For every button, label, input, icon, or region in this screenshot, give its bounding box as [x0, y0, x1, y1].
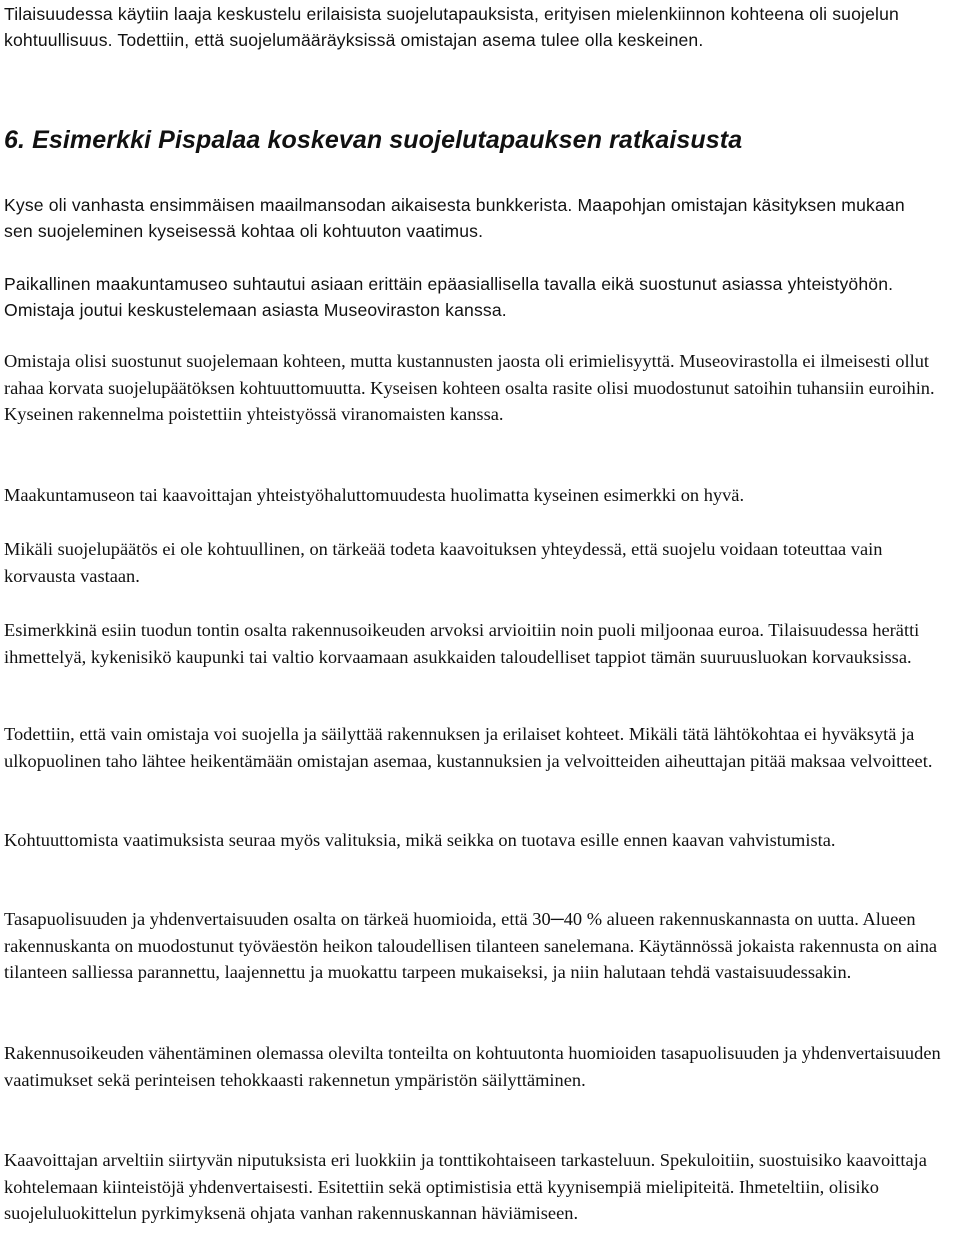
- section-paragraph-1: Kyse oli vanhasta ensimmäisen maailmansodan aikaisesta bunkkerista. Maapohjan omistajan käsityksen mukaan sen suojeleminen kyseisessä kohtaa oli kohtuuton vaatimus.: [4, 195, 905, 241]
- body-paragraph-8: Rakennusoikeuden vähentäminen olemassa olevilta tonteilta on kohtuutonta huomioiden tasapuolisuuden ja yhdenvertaisuuden vaatimukset sekä perinteisen tehokkaasti rakennetun ympäristön säilyttäminen.: [4, 1043, 941, 1090]
- section-heading: 6. Esimerkki Pispalaa koskevan suojelutapauksen ratkaisusta: [4, 126, 743, 154]
- body-paragraph-6: Kohtuuttomista vaatimuksista seuraa myös valituksia, mikä seikka on tuotava esille ennen kaavan vahvistumista.: [4, 830, 836, 850]
- body-paragraph-7: Tasapuolisuuden ja yhdenvertaisuuden osalta on tärkeä huomioida, että 30─40 % alueen rakennuskannasta on uutta. Alueen rakennuskanta on muodostunut työväestön heikon taloudellisen tilanteen sanelemana. Käytännössä jokaista rakennusta on aina tilanteen salliessa parannettu, laajennettu ja muokattu tarpeen mukaiseksi, ja niin halutaan tehdä vastaisuudessakin.: [4, 909, 938, 982]
- intro-paragraph: Tilaisuudessa käytiin laaja keskustelu erilaisista suojelutapauksista, erityisen mielenkiinnon kohteena oli suojelun kohtuullisuus. Todettiin, että suojelumääräyksissä omistajan asema tulee olla keskeinen.: [4, 4, 899, 50]
- body-paragraph-9: Kaavoittajan arveltiin siirtyvän niputuksista eri luokkiin ja tonttikohtaiseen tarkasteluun. Spekuloitiin, suostuisiko kaavoittaja kohtelemaan kiinteistöjä yhdenvertaisesti. Esitettiin sekä optimistisia että kyynisempiä mielipiteitä. Ihmeteltiin, olisiko suojeluluokittelun pyrkimyksenä ohjata vanhan rakennuskannan häviämiseen.: [4, 1150, 927, 1223]
- section-paragraph-2: Paikallinen maakuntamuseo suhtautui asiaan erittäin epäasiallisella tavalla eikä suostunut asiassa yhteistyöhön. Omistaja joutui keskustelemaan asiasta Museoviraston kanssa.: [4, 274, 894, 320]
- body-paragraph-2: Maakuntamuseon tai kaavoittajan yhteistyöhaluttomuudesta huolimatta kyseinen esimerkki on hyvä.: [4, 485, 745, 505]
- body-paragraph-4: Esimerkkinä esiin tuodun tontin osalta rakennusoikeuden arvoksi arvioitiin noin puoli miljoonaa euroa. Tilaisuudessa herätti ihmettelyä, kykenisikö kaupunki tai valtio korvaamaan asukkaiden taloudelliset tappiot tämän suuruusluokan korvauksissa.: [4, 620, 920, 667]
- body-paragraph-3: Mikäli suojelupäätös ei ole kohtuullinen, on tärkeää todeta kaavoituksen yhteydessä, että suojelu voidaan toteuttaa vain korvausta vastaan.: [4, 539, 883, 586]
- body-paragraph-5: Todettiin, että vain omistaja voi suojella ja säilyttää rakennuksen ja erilaiset kohteet. Mikäli tätä lähtökohtaa ei hyväksytä ja ulkopuolinen taho lähtee heikentämään omistajan asemaa, kustannuksien ja velvoitteiden aiheuttajan pitää maksaa velvoitteet.: [4, 724, 933, 771]
- body-paragraph-1: Omistaja olisi suostunut suojelemaan kohteen, mutta kustannusten jaosta oli erimielisyyttä. Museovirastolla ei ilmeisesti ollut rahaa korvata suojelupäätöksen kohtuuttomuutta. Kyseisen kohteen osalta rasite olisi muodostunut satoihin tuhansiin euroihin. Kyseinen rakennelma poistettiin yhteistyössä viranomaisten kanssa.: [4, 351, 935, 424]
